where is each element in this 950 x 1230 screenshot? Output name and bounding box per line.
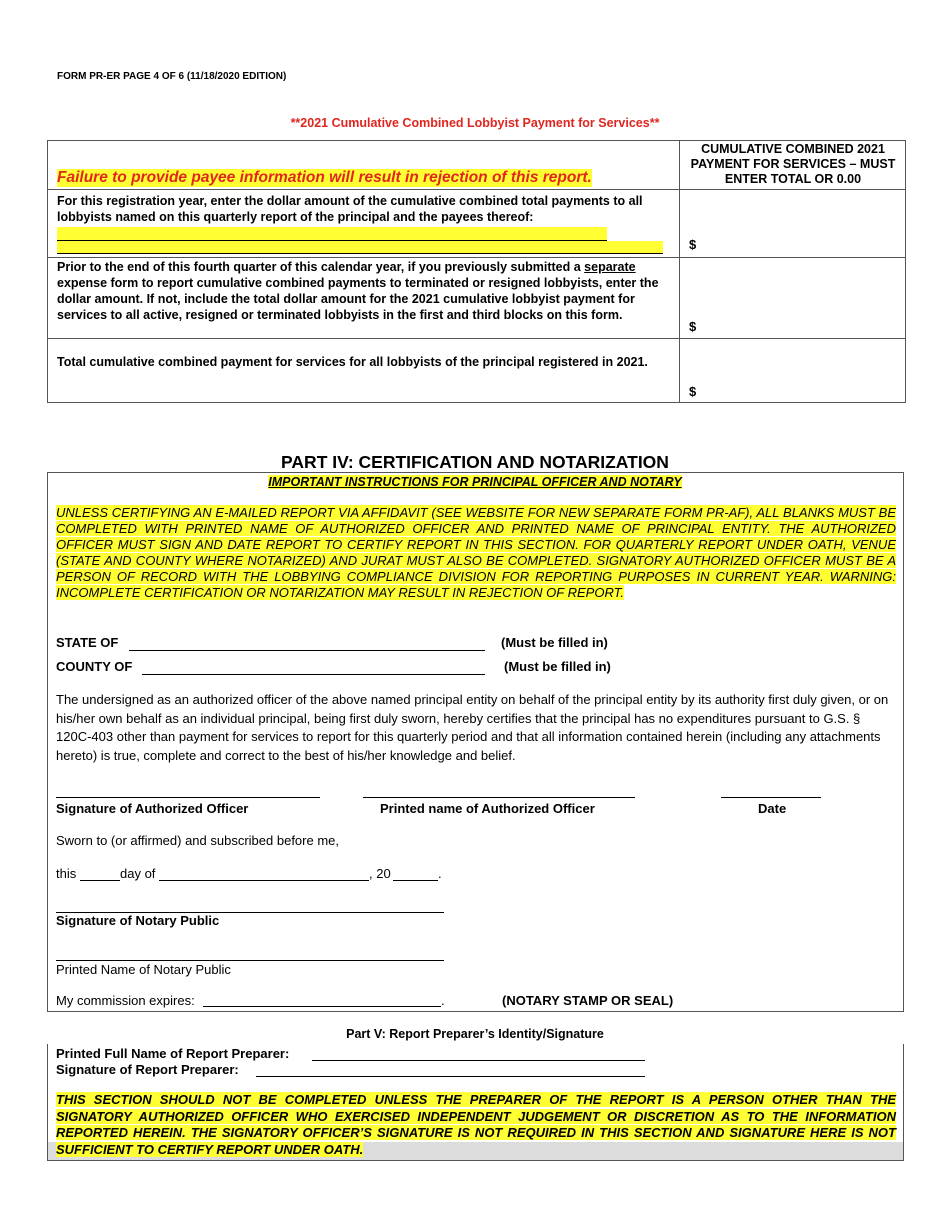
row2-text-a: Prior to the end of this fourth quarter of this calendar year, if you previously submitted a <box>57 260 585 274</box>
preparer-name-input[interactable] <box>312 1060 645 1061</box>
payee-warning: Failure to provide payee information will result in rejection of this report. <box>57 169 592 186</box>
sworn-text: Sworn to (or affirmed) and subscribed before me, <box>56 833 340 848</box>
instructions-body-text: UNLESS CERTIFYING AN E-MAILED REPORT VIA AFFIDAVIT (SEE WEBSITE FOR NEW SEPARATE FORM PR-AF), ALL BLANKS MUST BE COMPLETED WITH PRINTED NAME OF AUTHORIZED OFFICER AND PRINTED NAME OF PRINCIPAL ENTITY. THE AUTHORIZED OFFICER MUST SIGN AND DATE REPORT TO CERTIFY REPORT IN THIS SECTION. FOR QUARTERLY REPORT UNDER OATH, VENUE (STATE AND COUNTY WHERE NOTARIZED) AND JURAT MUST ALSO BE COMPLETED. SIGNATORY AUTHORIZED OFFICER MUST BE A PERSON OF RECORD WITH THE LOBBYING COMPLIANCE DIVISION FOR REPORTING PURPOSES IN CURRENT YEAR. WARNING: INCOMPLETE CERTIFICATION OR NOTARIZATION MAY RESULT IN REJECTION OF REPORT. <box>56 505 896 600</box>
date-label: Date <box>758 801 787 816</box>
day-of-label: day of <box>120 866 156 881</box>
county-input[interactable] <box>142 674 485 675</box>
row-total-all-lobbyists: Total cumulative combined payment for services for all lobbyists of the principal registered in 2021. <box>57 355 648 369</box>
this-label: this <box>56 866 77 881</box>
county-must-fill: (Must be filled in) <box>504 659 611 674</box>
row-cumulative-total <box>57 193 667 254</box>
preparer-name-label: Printed Full Name of Report Preparer: <box>56 1046 290 1061</box>
instructions-heading-text: IMPORTANT INSTRUCTIONS FOR PRINCIPAL OFFICER AND NOTARY <box>268 475 682 489</box>
row-cumulative-total-text: For this registration year, enter the dollar amount of the cumulative combined total payments to all lobbyists named on this quarterly report of the principal and the payees thereof: <box>57 194 643 224</box>
payment-column-header: CUMULATIVE COMBINED 2021 PAYMENT FOR SERVICES – MUST ENTER TOTAL OR 0.00 <box>690 142 896 186</box>
certification-text: The undersigned as an authorized officer of the above named principal entity on behalf of the principal entity by its authority first duly given, or on his/her own behalf as an individual principal, being first duly sworn, hereby certifies that the principal has no expenditures pursuant to G.S. § 120C-403 other than payment for services to report for this quarterly period and that all information contained herein (including any attachments hereto) is true, complete and correct to the best of his/her knowledge and belief. <box>56 692 889 763</box>
preparer-signature-input[interactable] <box>256 1076 645 1077</box>
part4-title: PART IV: CERTIFICATION AND NOTARIZATION <box>281 452 669 472</box>
state-label: STATE OF <box>56 635 119 650</box>
officer-printed-name-label: Printed name of Authorized Officer <box>380 801 595 816</box>
officer-printed-name-input[interactable] <box>363 797 635 798</box>
month-input[interactable] <box>159 880 369 881</box>
county-label: COUNTY OF <box>56 659 133 674</box>
year-input[interactable] <box>393 880 438 881</box>
payee-input-line-1[interactable] <box>57 227 607 241</box>
notary-stamp-label: (NOTARY STAMP OR SEAL) <box>502 993 674 1008</box>
preparer-note-text: THIS SECTION SHOULD NOT BE COMPLETED UNLESS THE PREPARER OF THE REPORT IS A PERSON OTHER THAN THE SIGNATORY AUTHORIZED OFFICER WHO EXERCISED INDEPENDENT JUDGEMENT OR DISCRETION AS TO THE INFORMATION REPORTED HEREIN. THE SIGNATORY OFFICER’S SIGNATURE IS NOT REQUIRED IN THIS SECTION AND SIGNATURE HERE IS NOT SUFFICIENT TO CERTIFY REPORT UNDER OATH. <box>56 1092 896 1157</box>
officer-signature-label: Signature of Authorized Officer <box>56 801 249 816</box>
separate-word: separate <box>584 260 636 274</box>
row2-text-b: expense form to report cumulative combined payments to terminated or resigned lobbyists, enter the dollar amount. If not, include the total dollar amount for the 2021 cumulative lobbyist payment for services to all active, resigned or terminated lobbyists in the first and third blocks on this form. <box>57 276 659 322</box>
officer-signature-input[interactable] <box>56 797 320 798</box>
day-input[interactable] <box>80 880 120 881</box>
commission-input[interactable] <box>203 1006 441 1007</box>
preparer-note <box>56 1092 896 1158</box>
form-id: FORM PR-ER PAGE 4 OF 6 (11/18/2020 EDITION) <box>57 71 287 82</box>
dollar-sign-row2: $ <box>689 319 697 334</box>
date-input[interactable] <box>721 797 821 798</box>
preparer-signature-label: Signature of Report Preparer: <box>56 1062 239 1077</box>
state-input[interactable] <box>129 650 485 651</box>
notary-signature-label: Signature of Notary Public <box>56 913 220 928</box>
year-label: , 20 <box>369 866 391 881</box>
notary-printed-name-label: Printed Name of Notary Public <box>56 962 231 977</box>
part5-title: Part V: Report Preparer’s Identity/Signature <box>346 1027 604 1041</box>
payee-input-line-2[interactable] <box>57 241 663 254</box>
jurat-period: . <box>438 866 442 881</box>
commission-period: . <box>441 993 445 1008</box>
lobbyist-payment-table <box>47 140 906 403</box>
instructions-body <box>56 505 896 601</box>
instructions-heading <box>0 475 950 489</box>
row-terminated-lobbyists <box>57 259 667 323</box>
dollar-sign-row3: $ <box>689 384 697 399</box>
dollar-sign-row1: $ <box>689 237 697 252</box>
commission-label: My commission expires: <box>56 993 195 1008</box>
state-must-fill: (Must be filled in) <box>501 635 608 650</box>
notary-printed-name-input[interactable] <box>56 960 444 961</box>
lobbyist-section-title: **2021 Cumulative Combined Lobbyist Payment for Services** <box>290 116 660 130</box>
